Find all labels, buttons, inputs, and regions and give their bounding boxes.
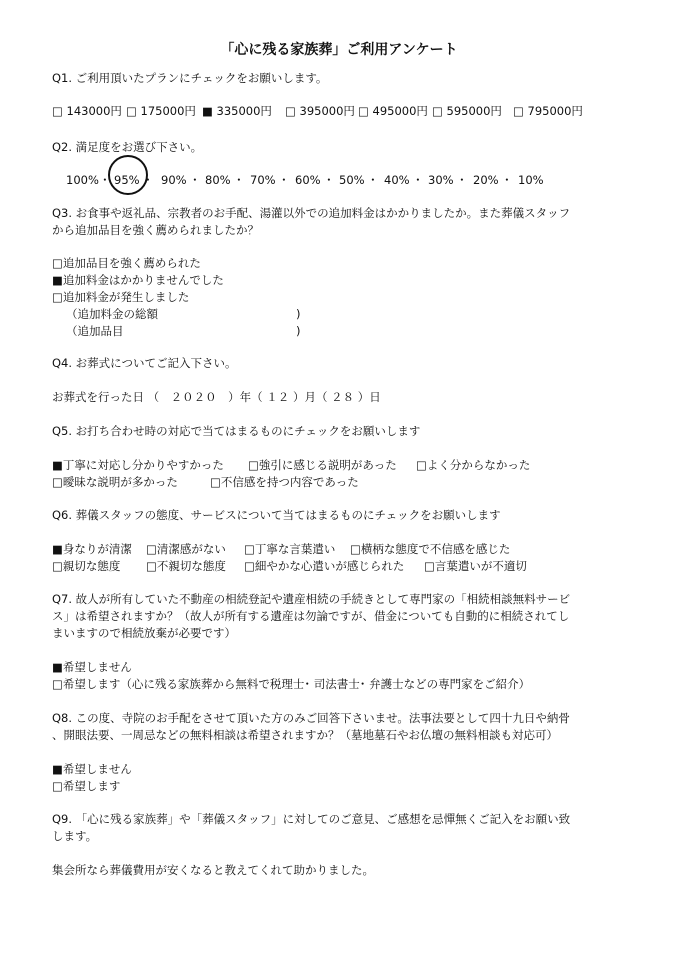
q5-option-distrust[interactable]: □不信感を持つ内容であった [210, 475, 359, 489]
q1-option-495000[interactable]: □ 495000円 [358, 104, 428, 118]
q1-option-595000[interactable]: □ 595000円 [432, 104, 502, 118]
q1-option-395000[interactable]: □ 395000円 [285, 104, 355, 118]
q2-separator: ･ [370, 173, 376, 187]
q3-extra-items-label: （追加品目 [66, 324, 124, 338]
q6-option-neat[interactable]: ■身なりが清潔 [52, 542, 132, 556]
q6-question: Q6. 葬儀スタッフの態度、サービスについて当てはまるものにチェックをお願いします [52, 508, 501, 522]
q2-separator: ･ [326, 173, 332, 187]
q7-question-line2: ス」は希望されますか？（故人が所有する遺産は勿論ですが、借金についても自動的に相続されてし [52, 609, 570, 623]
q8-question-line2: 、開眼法要、一周忌などの無料相談は希望されますか？（墓地墓石やお仏壇の無料相談も対応可） [52, 728, 558, 742]
q7-option-decline[interactable]: ■希望しません [52, 660, 132, 674]
q2-option-50[interactable]: 50% [339, 173, 365, 187]
q2-option-80[interactable]: 80% [205, 173, 231, 187]
q2-separator: ･ [459, 173, 465, 187]
q8-question-line1: Q8. この度、寺院のお手配をさせて頂いた方のみご回答下さいませ。法事法要として四十九日や納骨 [52, 711, 570, 725]
q6-option-improper-speech[interactable]: □言葉遣いが不適切 [424, 559, 527, 573]
q3-question-line1: Q3. お食事や返礼品、宗教者のお手配、湯灌以外での追加料金はかかりましたか。また葬儀スタッフ [52, 206, 571, 220]
q8-option-request[interactable]: □希望します [52, 779, 121, 793]
q6-option-arrogant[interactable]: □横柄な態度で不信感を感じた [350, 542, 511, 556]
q5-option-clear[interactable]: ■丁寧に対応し分かりやすかった [52, 458, 224, 472]
q2-option-20[interactable]: 20% [473, 173, 499, 187]
q6-option-unkind[interactable]: □不親切な態度 [146, 559, 226, 573]
q1-option-795000[interactable]: □ 795000円 [513, 104, 583, 118]
q2-option-100[interactable]: 100% [66, 173, 99, 187]
q3-extra-total-label: （追加料金の総額 [66, 307, 158, 321]
q2-separator: ･ [102, 173, 108, 187]
q2-option-60[interactable]: 60% [295, 173, 321, 187]
q5-question: Q5. お打ち合わせ時の対応で当てはまるものにチェックをお願いします [52, 424, 421, 438]
q2-option-30[interactable]: 30% [428, 173, 454, 187]
q2-option-70[interactable]: 70% [250, 173, 276, 187]
q3-option-no-extra[interactable]: ■追加料金はかかりませんでした [52, 273, 224, 287]
q3-option-recommended[interactable]: □追加品目を強く薦められた [52, 256, 201, 270]
q1-option-143000[interactable]: □ 143000円 [52, 104, 122, 118]
q2-separator: ･ [504, 173, 510, 187]
q2-option-40[interactable]: 40% [384, 173, 410, 187]
q2-separator: ･ [415, 173, 421, 187]
q2-option-95[interactable]: 95% [114, 173, 140, 187]
q1-option-175000[interactable]: □ 175000円 [126, 104, 196, 118]
q3-option-extra-fee[interactable]: □追加料金が発生しました [52, 290, 190, 304]
q2-question: Q2. 満足度をお選び下さい。 [52, 140, 203, 154]
q7-option-request[interactable]: □希望します（心に残る家族葬から無料で税理士･ 司法書士･ 弁護士などの専門家をご紹介） [52, 677, 531, 691]
q2-separator: ･ [145, 173, 151, 187]
q2-separator: ･ [192, 173, 198, 187]
q6-option-polite-speech[interactable]: □丁寧な言葉遣い [244, 542, 336, 556]
q4-funeral-date: お葬式を行った日 （ ２０２０ ）年（ １２ ）月（ ２８ ）日 [52, 390, 381, 404]
q3-extra-items-close: ) [296, 324, 301, 338]
q6-option-kind[interactable]: □親切な態度 [52, 559, 121, 573]
q5-option-pushy[interactable]: □強引に感じる説明があった [248, 458, 397, 472]
q7-question-line3: まいますので相続放棄が必要です） [52, 626, 236, 640]
q6-option-attentive[interactable]: □細やかな心遣いが感じられた [244, 559, 405, 573]
q4-question: Q4. お葬式についてご記入下さい。 [52, 356, 237, 370]
q9-question-line1: Q9. 「心に残る家族葬」や「葬儀スタッフ」に対してのご意見、ご感想を忌憚無くご記入をお願い致 [52, 812, 571, 826]
q5-option-confusing[interactable]: □よく分からなかった [416, 458, 531, 472]
q1-option-335000[interactable]: ■ 335000円 [202, 104, 272, 118]
q1-question: Q1. ご利用頂いたプランにチェックをお願いします。 [52, 71, 328, 85]
q9-question-line2: します。 [52, 829, 98, 843]
q2-separator: ･ [236, 173, 242, 187]
q7-question-line1: Q7. 故人が所有していた不動産の相続登記や遺産相続の手続きとして専門家の「相続相談無料サービ [52, 592, 571, 606]
q3-question-line2: から追加品目を強く薦められましたか？ [52, 223, 259, 237]
page-title: 「心に残る家族葬」ご利用アンケート [220, 42, 458, 58]
q2-option-90[interactable]: 90% [161, 173, 187, 187]
q6-option-not-neat[interactable]: □清潔感がない [146, 542, 226, 556]
q2-separator: ･ [281, 173, 287, 187]
q5-option-vague[interactable]: □曖昧な説明が多かった [52, 475, 178, 489]
q3-extra-total-close: ) [296, 307, 301, 321]
q2-option-10[interactable]: 10% [518, 173, 544, 187]
q9-answer: 集会所なら葬儀費用が安くなると教えてくれて助かりました。 [52, 863, 374, 877]
q8-option-decline[interactable]: ■希望しません [52, 762, 132, 776]
